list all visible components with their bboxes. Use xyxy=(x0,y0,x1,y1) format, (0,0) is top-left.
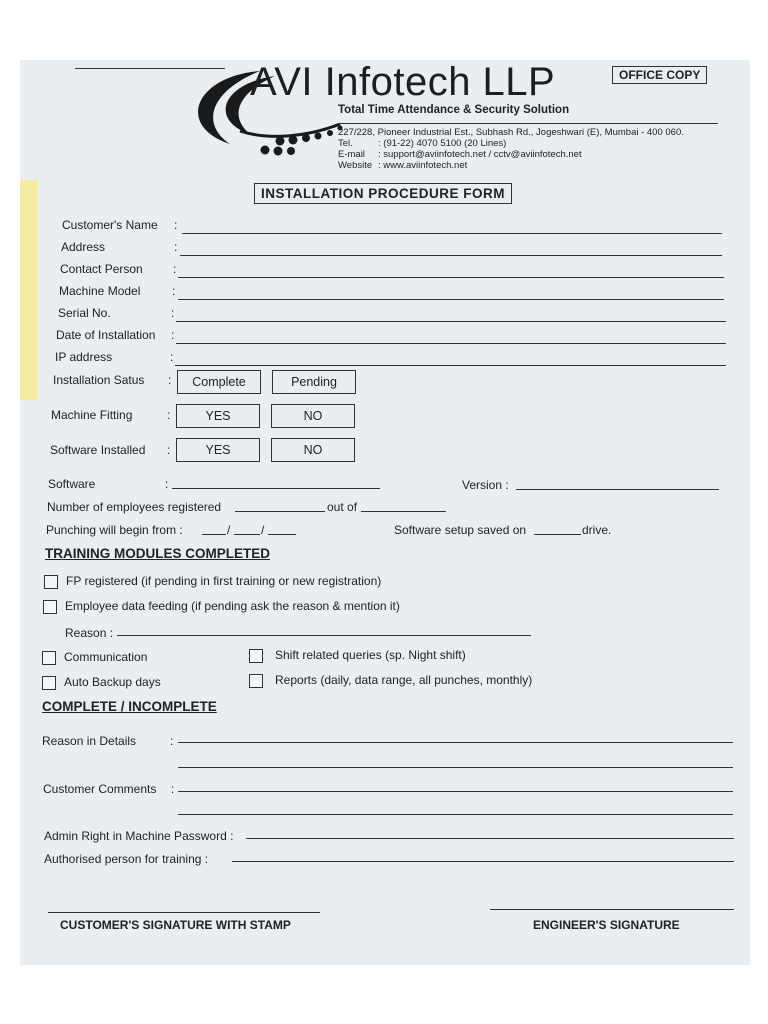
customer-comments-colon: : xyxy=(171,782,175,796)
version-field[interactable] xyxy=(516,489,719,490)
employee-data-checkbox[interactable] xyxy=(43,600,57,614)
customer-comments-label: Customer Comments xyxy=(43,782,157,796)
software-field[interactable] xyxy=(172,488,380,489)
form-title: INSTALLATION PROCEDURE FORM xyxy=(254,183,512,204)
contact-email xyxy=(338,149,684,160)
punching-year-field[interactable] xyxy=(268,534,296,535)
contact-tel-label: Tel. xyxy=(338,138,353,149)
auto-backup-checkbox[interactable] xyxy=(42,676,56,690)
training-heading: TRAINING MODULES COMPLETED xyxy=(45,546,270,561)
ip-address-field[interactable] xyxy=(175,365,726,366)
contact-website-value: : www.aviinfotech.net xyxy=(378,160,468,171)
serial-no-label: Serial No. xyxy=(58,306,111,320)
machine-model-field[interactable] xyxy=(178,299,724,300)
tagline: Total Time Attendance & Security Solution xyxy=(338,104,570,116)
software-installed-no-option[interactable]: NO xyxy=(271,438,355,462)
date-of-installation-field[interactable] xyxy=(176,343,726,344)
auto-backup-label: Auto Backup days xyxy=(64,675,161,689)
contact-person-label: Contact Person xyxy=(60,262,143,276)
customer-name-colon: : xyxy=(174,218,178,232)
contact-website-label: Website xyxy=(338,160,373,171)
complete-incomplete-heading: COMPLETE / INCOMPLETE xyxy=(42,699,217,714)
version-label: Version : xyxy=(462,478,509,492)
communication-label: Communication xyxy=(64,650,148,664)
software-installed-label: Software Installed xyxy=(50,443,146,457)
punching-day-field[interactable] xyxy=(202,534,226,535)
contact-website xyxy=(338,160,684,171)
form-sheet xyxy=(20,60,750,965)
machine-fitting-no-option[interactable]: NO xyxy=(271,404,355,428)
date-slash-2: / xyxy=(261,523,265,537)
machine-fitting-label: Machine Fitting xyxy=(51,408,133,422)
ip-address-colon: : xyxy=(170,350,174,364)
punching-begin-label: Punching will begin from : xyxy=(46,523,183,537)
paper-edge xyxy=(20,180,38,400)
software-label: Software xyxy=(48,477,96,491)
reason-label: Reason : xyxy=(65,626,114,640)
customer-signature-label: CUSTOMER'S SIGNATURE WITH STAMP xyxy=(60,918,291,932)
employees-registered-label: Number of employees registered xyxy=(47,500,222,514)
reason-details-colon: : xyxy=(170,734,174,748)
communication-checkbox[interactable] xyxy=(42,651,56,665)
software-colon: : xyxy=(165,477,169,491)
reports-checkbox[interactable] xyxy=(249,674,263,688)
software-installed-colon: : xyxy=(167,443,171,457)
engineer-signature-line[interactable] xyxy=(490,909,734,910)
date-slash-1: / xyxy=(227,523,231,537)
date-of-installation-colon: : xyxy=(171,328,175,342)
customer-name-label: Customer's Name xyxy=(62,218,158,232)
setup-drive-field[interactable] xyxy=(534,534,581,535)
shift-queries-checkbox[interactable] xyxy=(249,649,263,663)
reason-field[interactable] xyxy=(117,635,531,636)
software-installed-yes-option[interactable]: YES xyxy=(176,438,260,462)
reason-details-field-1[interactable] xyxy=(178,742,733,743)
installation-pending-option[interactable]: Pending xyxy=(272,370,356,394)
reports-label: Reports (daily, data range, all punches, monthly) xyxy=(275,673,533,687)
admin-password-field[interactable] xyxy=(246,838,734,839)
customer-name-field[interactable] xyxy=(182,233,722,234)
date-of-installation-label: Date of Installation xyxy=(56,328,156,342)
customer-signature-line[interactable] xyxy=(48,912,320,913)
installation-status-label: Installation Satus xyxy=(53,373,145,387)
machine-fitting-colon: : xyxy=(167,408,171,422)
setup-saved-label: Software setup saved on xyxy=(394,523,527,537)
contact-person-colon: : xyxy=(173,262,177,276)
engineer-signature-label: ENGINEER'S SIGNATURE xyxy=(533,918,680,932)
customer-comments-field-2[interactable] xyxy=(178,814,733,815)
machine-model-colon: : xyxy=(172,284,176,298)
office-copy-badge: OFFICE COPY xyxy=(612,66,707,84)
address-colon: : xyxy=(174,240,178,254)
brand-name: AVI Infotech LLP xyxy=(250,60,556,104)
admin-password-label: Admin Right in Machine Password : xyxy=(44,829,234,843)
machine-fitting-yes-option[interactable]: YES xyxy=(176,404,260,428)
contact-email-value: : support@aviinfotech.net / cctv@aviinfotech.net xyxy=(378,149,582,160)
address-field[interactable] xyxy=(180,255,722,256)
serial-no-field[interactable] xyxy=(176,321,726,322)
fp-registered-label: FP registered (if pending in first training or new registration) xyxy=(66,574,382,588)
contact-block xyxy=(338,127,684,171)
employees-registered-field[interactable] xyxy=(235,511,325,512)
out-of-field[interactable] xyxy=(361,511,446,512)
company-address: 227/228, Pioneer Industrial Est., Subhash Rd., Jogeshwari (E), Mumbai - 400 060. xyxy=(338,127,684,138)
customer-comments-field-1[interactable] xyxy=(178,791,733,792)
drive-label: drive. xyxy=(582,523,612,537)
authorised-person-label: Authorised person for training : xyxy=(44,852,209,866)
installation-complete-option[interactable]: Complete xyxy=(177,370,261,394)
punching-month-field[interactable] xyxy=(234,534,260,535)
employee-data-label: Employee data feeding (if pending ask the reason & mention it) xyxy=(65,599,400,613)
tagline-rule xyxy=(338,123,718,124)
out-of-label: out of xyxy=(327,500,358,514)
fp-registered-checkbox[interactable] xyxy=(44,575,58,589)
contact-tel xyxy=(338,138,684,149)
reason-details-label: Reason in Details xyxy=(42,734,137,748)
contact-tel-value: : (91-22) 4070 5100 (20 Lines) xyxy=(378,138,507,149)
serial-no-colon: : xyxy=(171,306,175,320)
machine-model-label: Machine Model xyxy=(59,284,141,298)
authorised-person-field[interactable] xyxy=(232,861,734,862)
contact-person-field[interactable] xyxy=(178,277,724,278)
ip-address-label: IP address xyxy=(55,350,113,364)
reason-details-field-2[interactable] xyxy=(178,767,733,768)
installation-status-colon: : xyxy=(168,373,172,387)
shift-queries-label: Shift related queries (sp. Night shift) xyxy=(275,648,466,662)
contact-email-label: E-mail xyxy=(338,149,365,160)
address-label: Address xyxy=(61,240,106,254)
